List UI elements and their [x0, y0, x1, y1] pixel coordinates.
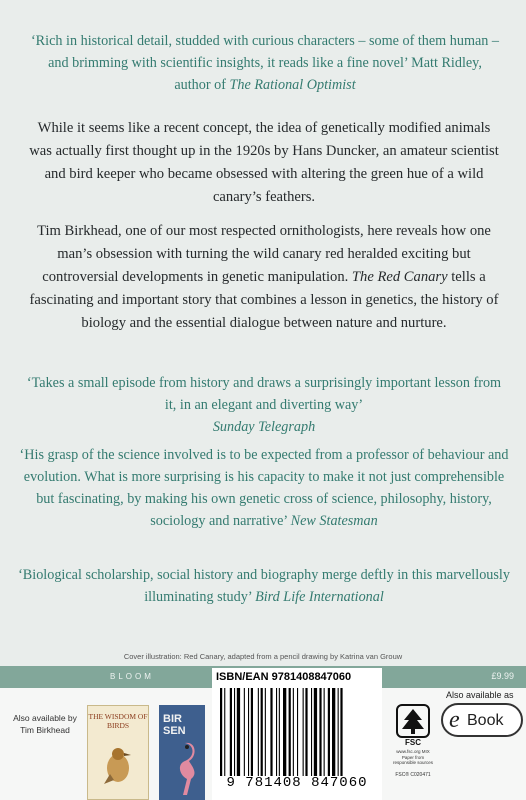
blurb-book-title: The Red Canary [351, 269, 448, 285]
review-quote-3 [18, 564, 510, 608]
blurb-paragraph-1: While it seems like a recent concept, the idea of genetically modified animals was actually first thought up in the 1920s by Hans Duncker, an amateur scientist and bird keeper who became obsessed with altering the green hue of a wild canary’s feathers. [29, 120, 499, 205]
book-2-title: BIR SEN [163, 713, 186, 737]
blurb-paragraph-2-end: tells a fascinating and important story that combines a lesson in genetics, the history of biology and the essential dialogue between nature and nurture. [29, 269, 499, 331]
price-label: £9.99 [491, 671, 514, 681]
top-review-quote [30, 30, 500, 96]
review-quote-1 [26, 372, 502, 438]
ebook-book-word: Book [467, 712, 504, 729]
review-3-source: Bird Life International [255, 589, 384, 605]
also-available-label: Also available by Tim Birkhead [13, 713, 77, 735]
ebook-available-label: Also available as [446, 690, 514, 700]
review-1-text: ‘Takes a small episode from history and draws a surprisingly important lesson from it, in an elegant and diverting way’ [26, 375, 502, 413]
review-2-source: New Statesman [290, 513, 378, 529]
ebook-logo [441, 703, 523, 737]
fsc-small-print: www.fsc.org MIX Paper from responsible sources [392, 749, 434, 765]
bird-illustration-icon [98, 744, 138, 788]
review-2-text: ‘His grasp of the science involved is to be expected from a professor of behaviour and evolution. What is more surprising is his capacity to make it not just comprehensible but fascinating, by making his own genetic cross of science, philosophy, history, sociology and narrative’ [19, 447, 509, 529]
fsc-label: FSC [405, 738, 421, 747]
barcode-bars-icon [218, 688, 378, 776]
review-3-text: ‘Biological scholarship, social history and biography merge deftly in this marvellously illuminating study’ [18, 567, 510, 605]
barcode-digits: 9 781408 847060 [226, 775, 368, 791]
book-1-title: THE WISDOM OF BIRDS [88, 712, 148, 730]
fsc-tree-icon [390, 704, 436, 738]
blurb-paragraph-2 [26, 220, 502, 335]
flamingo-illustration-icon [165, 739, 201, 797]
review-1-source: Sunday Telegraph [212, 419, 316, 435]
top-review-source-title: The Rational Optimist [229, 77, 356, 93]
book-cover-bird-sense [159, 705, 205, 800]
top-review-text: ‘Rich in historical detail, studded with curious characters – some of them human – and brimming with scientific insights, it reads like a fine novel’ Matt Ridley, author of [30, 33, 500, 93]
isbn-barcode [212, 668, 382, 800]
fsc-code: FSC® C020471 [395, 772, 431, 778]
review-quote-2 [18, 444, 510, 532]
blurb-paragraph-2-start: Tim Birkhead, one of our most respected ornithologists, here reveals how one man’s obsession with turning the wild canary red heralded exciting but controversial developments in genetic manipulation. [37, 223, 491, 285]
isbn-label: ISBN/EAN 9781408847060 [216, 671, 352, 683]
publisher-name: BLOOM [110, 672, 154, 681]
ebook-e-letter: e [449, 707, 460, 733]
book-cover-wisdom-of-birds [87, 705, 149, 800]
fsc-logo [390, 704, 436, 778]
cover-illustration-credit: Cover illustration: Red Canary, adapted from a pencil drawing by Katrina van Grouw [123, 652, 403, 661]
